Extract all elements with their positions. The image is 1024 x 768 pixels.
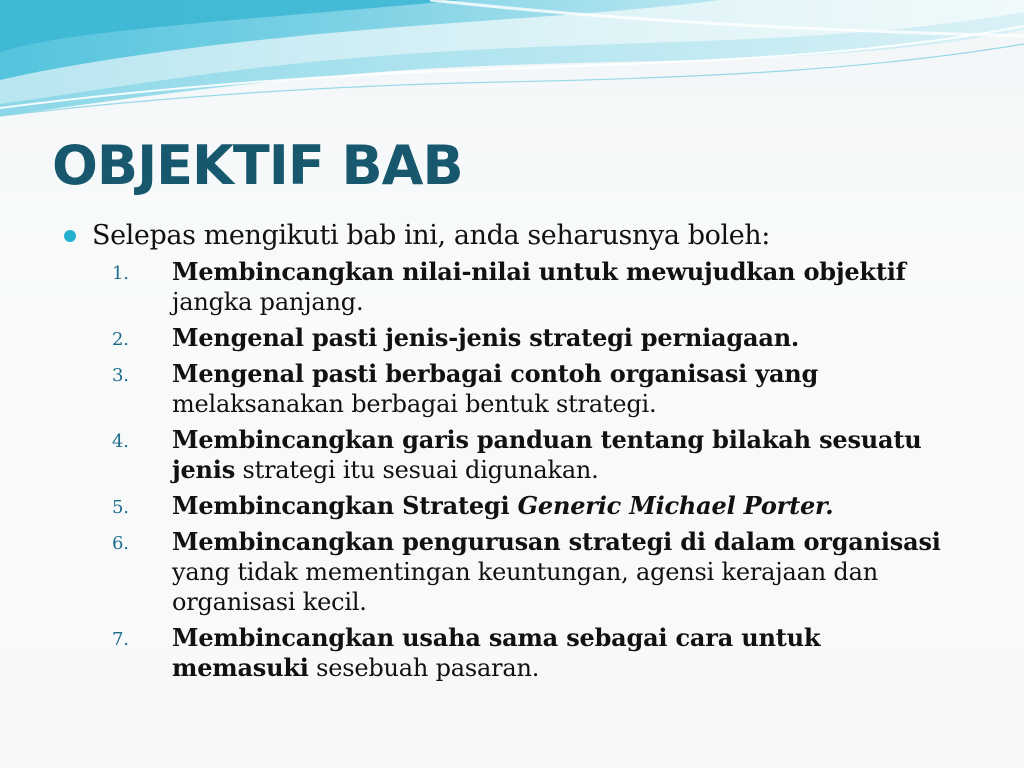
objective-text: Membincangkan nilai-nilai untuk mewujudkan objektif (172, 257, 906, 286)
slide-content (62, 216, 962, 689)
objective-number: 2. (112, 329, 129, 350)
objective-item (62, 323, 962, 353)
objectives-list (62, 257, 962, 683)
objective-text: Generic Michael Porter. (517, 491, 834, 520)
objective-item (62, 359, 962, 419)
objective-number: 5. (112, 497, 129, 518)
lead-bullet (62, 216, 962, 256)
objective-text: strategi itu sesuai digunakan. (235, 456, 599, 484)
objective-number: 3. (112, 365, 129, 386)
objective-text: Mengenal pasti berbagai contoh organisasi yang (172, 359, 819, 388)
header-wave-decoration (0, 0, 1024, 130)
objective-text: Membincangkan garis panduan tentang bilakah sesuatu jenis (172, 425, 922, 484)
objective-text: Membincangkan pengurusan strategi di dalam organisasi (172, 527, 941, 556)
objective-text: Membincangkan usaha sama sebagai cara untuk memasuki (172, 623, 821, 682)
slide-title: OBJEKTIF BAB (52, 134, 463, 197)
objective-item (62, 623, 962, 683)
objective-text: jangka panjang. (172, 288, 364, 316)
objective-number: 6. (112, 533, 129, 554)
objective-item (62, 425, 962, 485)
objective-item (62, 491, 962, 521)
bullet-dot-icon (64, 230, 76, 242)
lead-text: Selepas mengikuti bab ini, anda seharusnya boleh: (92, 220, 770, 251)
objective-item (62, 257, 962, 317)
objective-text: melaksanakan berbagai bentuk strategi. (172, 390, 657, 418)
objective-text: sesebuah pasaran. (308, 654, 540, 682)
objective-text: yang tidak mementingan keuntungan, agensi kerajaan dan organisasi kecil. (172, 558, 878, 616)
objective-number: 4. (112, 431, 129, 452)
objective-number: 1. (112, 263, 129, 284)
objective-text: Mengenal pasti jenis-jenis strategi perniagaan. (172, 323, 800, 352)
objective-text: Membincangkan Strategi (172, 491, 518, 520)
objective-number: 7. (112, 629, 129, 650)
objective-item (62, 527, 962, 617)
